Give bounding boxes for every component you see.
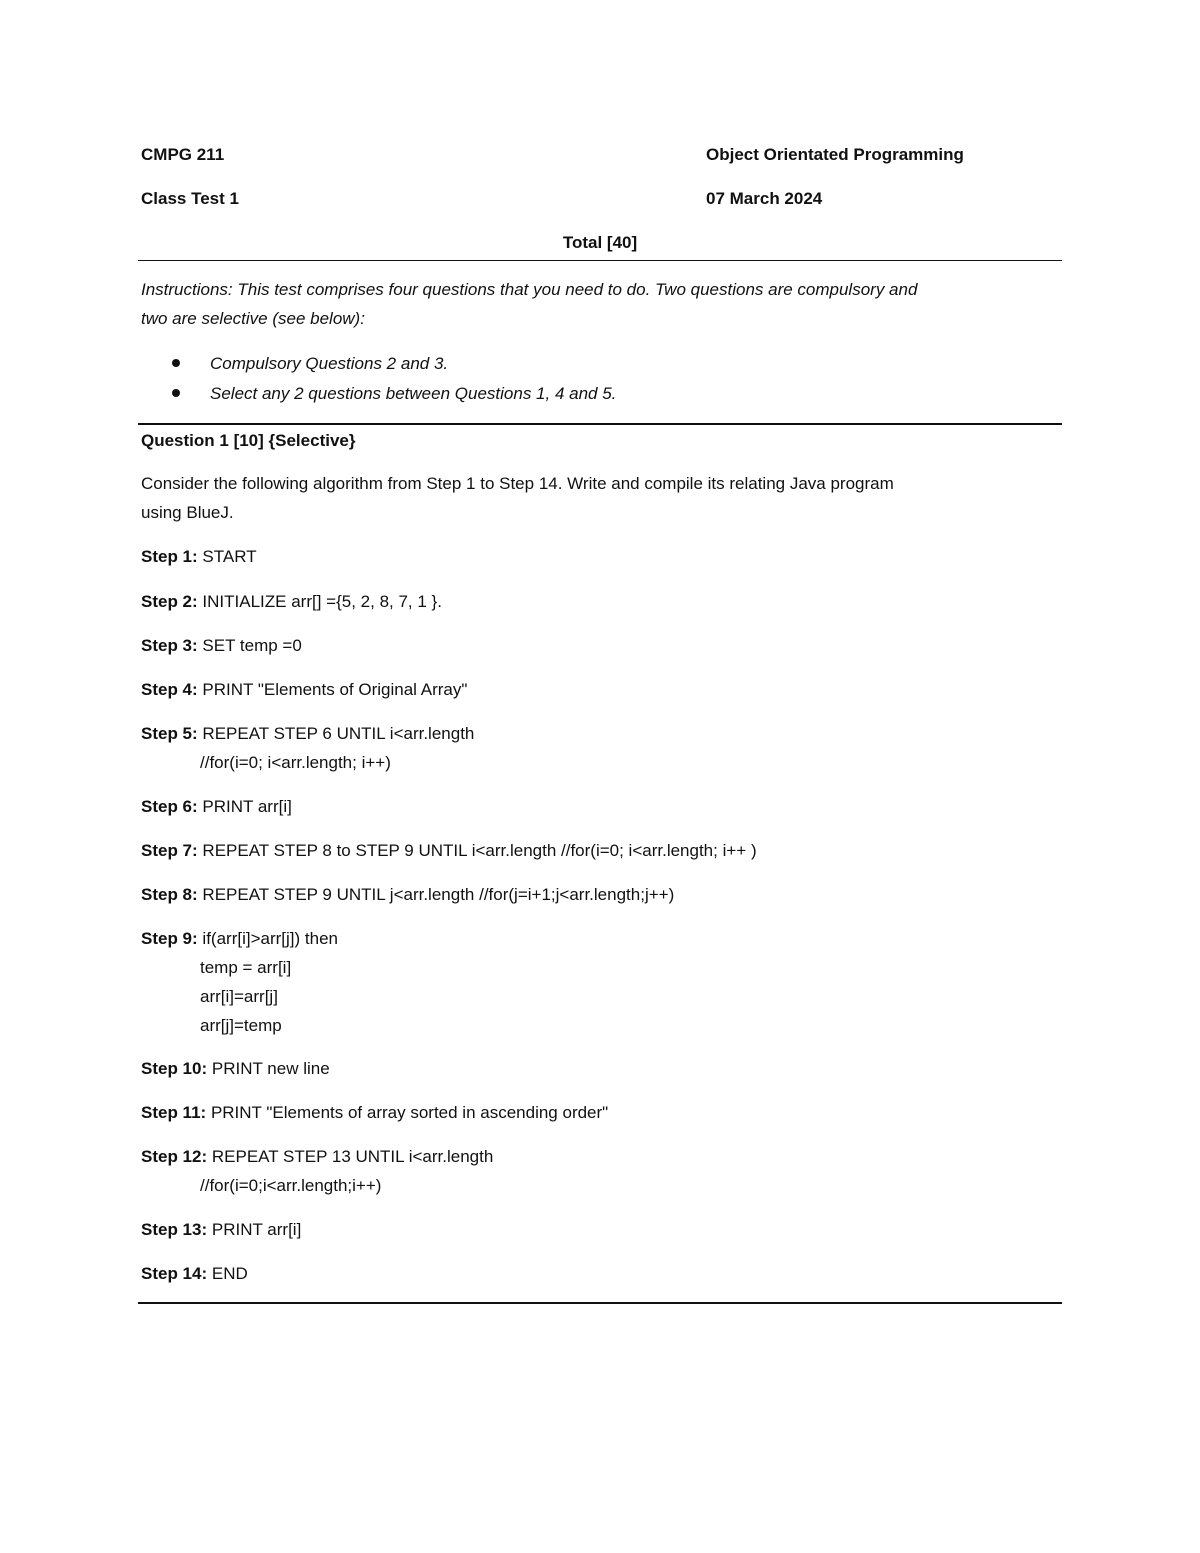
course-code: CMPG 211 [141, 145, 225, 164]
step-13: Step 13: PRINT arr[i] [141, 1220, 302, 1239]
step-3: Step 3: SET temp =0 [141, 636, 302, 655]
section-divider [138, 423, 1062, 425]
step-2: Step 2: INITIALIZE arr[] ={5, 2, 8, 7, 1 }. [141, 592, 442, 611]
footer-divider [138, 1302, 1062, 1304]
bullet-icon [172, 359, 180, 367]
step-11: Step 11: PRINT "Elements of array sorted in ascending order" [141, 1103, 609, 1122]
step-12-continuation: //for(i=0;i<arr.length;i++) [200, 1176, 382, 1195]
step-7: Step 7: REPEAT STEP 8 to STEP 9 UNTIL i<arr.length //for(i=0; i<arr.length; i++ ) [141, 841, 757, 860]
step-9-continuation: temp = arr[i] [200, 958, 292, 977]
total-marks: Total [40] [562, 233, 638, 252]
step-12: Step 12: REPEAT STEP 13 UNTIL i<arr.length //for(i=0;i<arr.length;i++) [141, 1142, 493, 1200]
step-8: Step 8: REPEAT STEP 9 UNTIL j<arr.length //for(j=i+1;j<arr.length;j++) [141, 885, 675, 904]
step-4: Step 4: PRINT "Elements of Original Array" [141, 680, 468, 699]
step-6: Step 6: PRINT arr[i] [141, 797, 292, 816]
step-9-continuation: arr[j]=temp [200, 1016, 282, 1035]
step-14: Step 14: END [141, 1264, 248, 1283]
instructions-line-1: Instructions: This test comprises four questions that you need to do. Two questions are compulsory and [141, 280, 918, 299]
bullet-icon [172, 389, 180, 397]
step-5-continuation: //for(i=0; i<arr.length; i++) [200, 753, 391, 772]
question-1-intro-line-2: using BlueJ. [141, 503, 234, 522]
question-1-heading: Question 1 [10] {Selective} [141, 431, 356, 450]
step-5: Step 5: REPEAT STEP 6 UNTIL i<arr.length //for(i=0; i<arr.length; i++) [141, 719, 474, 777]
instructions-line-2: two are selective (see below): [141, 309, 365, 328]
test-date: 07 March 2024 [706, 189, 823, 208]
course-name: Object Orientated Programming [706, 145, 964, 164]
instruction-bullet: Compulsory Questions 2 and 3. [172, 354, 448, 374]
instruction-bullet: Select any 2 questions between Questions 1, 4 and 5. [172, 384, 616, 404]
step-10: Step 10: PRINT new line [141, 1059, 330, 1078]
step-9: Step 9: if(arr[i]>arr[j]) then temp = arr[i] arr[i]=arr[j] arr[j]=temp [141, 924, 338, 1040]
test-name: Class Test 1 [141, 189, 239, 208]
step-9-continuation: arr[i]=arr[j] [200, 987, 278, 1006]
header-divider [138, 260, 1062, 261]
question-1-intro-line-1: Consider the following algorithm from Step 1 to Step 14. Write and compile its relating Java program [141, 474, 894, 493]
step-1: Step 1: START [141, 547, 257, 566]
